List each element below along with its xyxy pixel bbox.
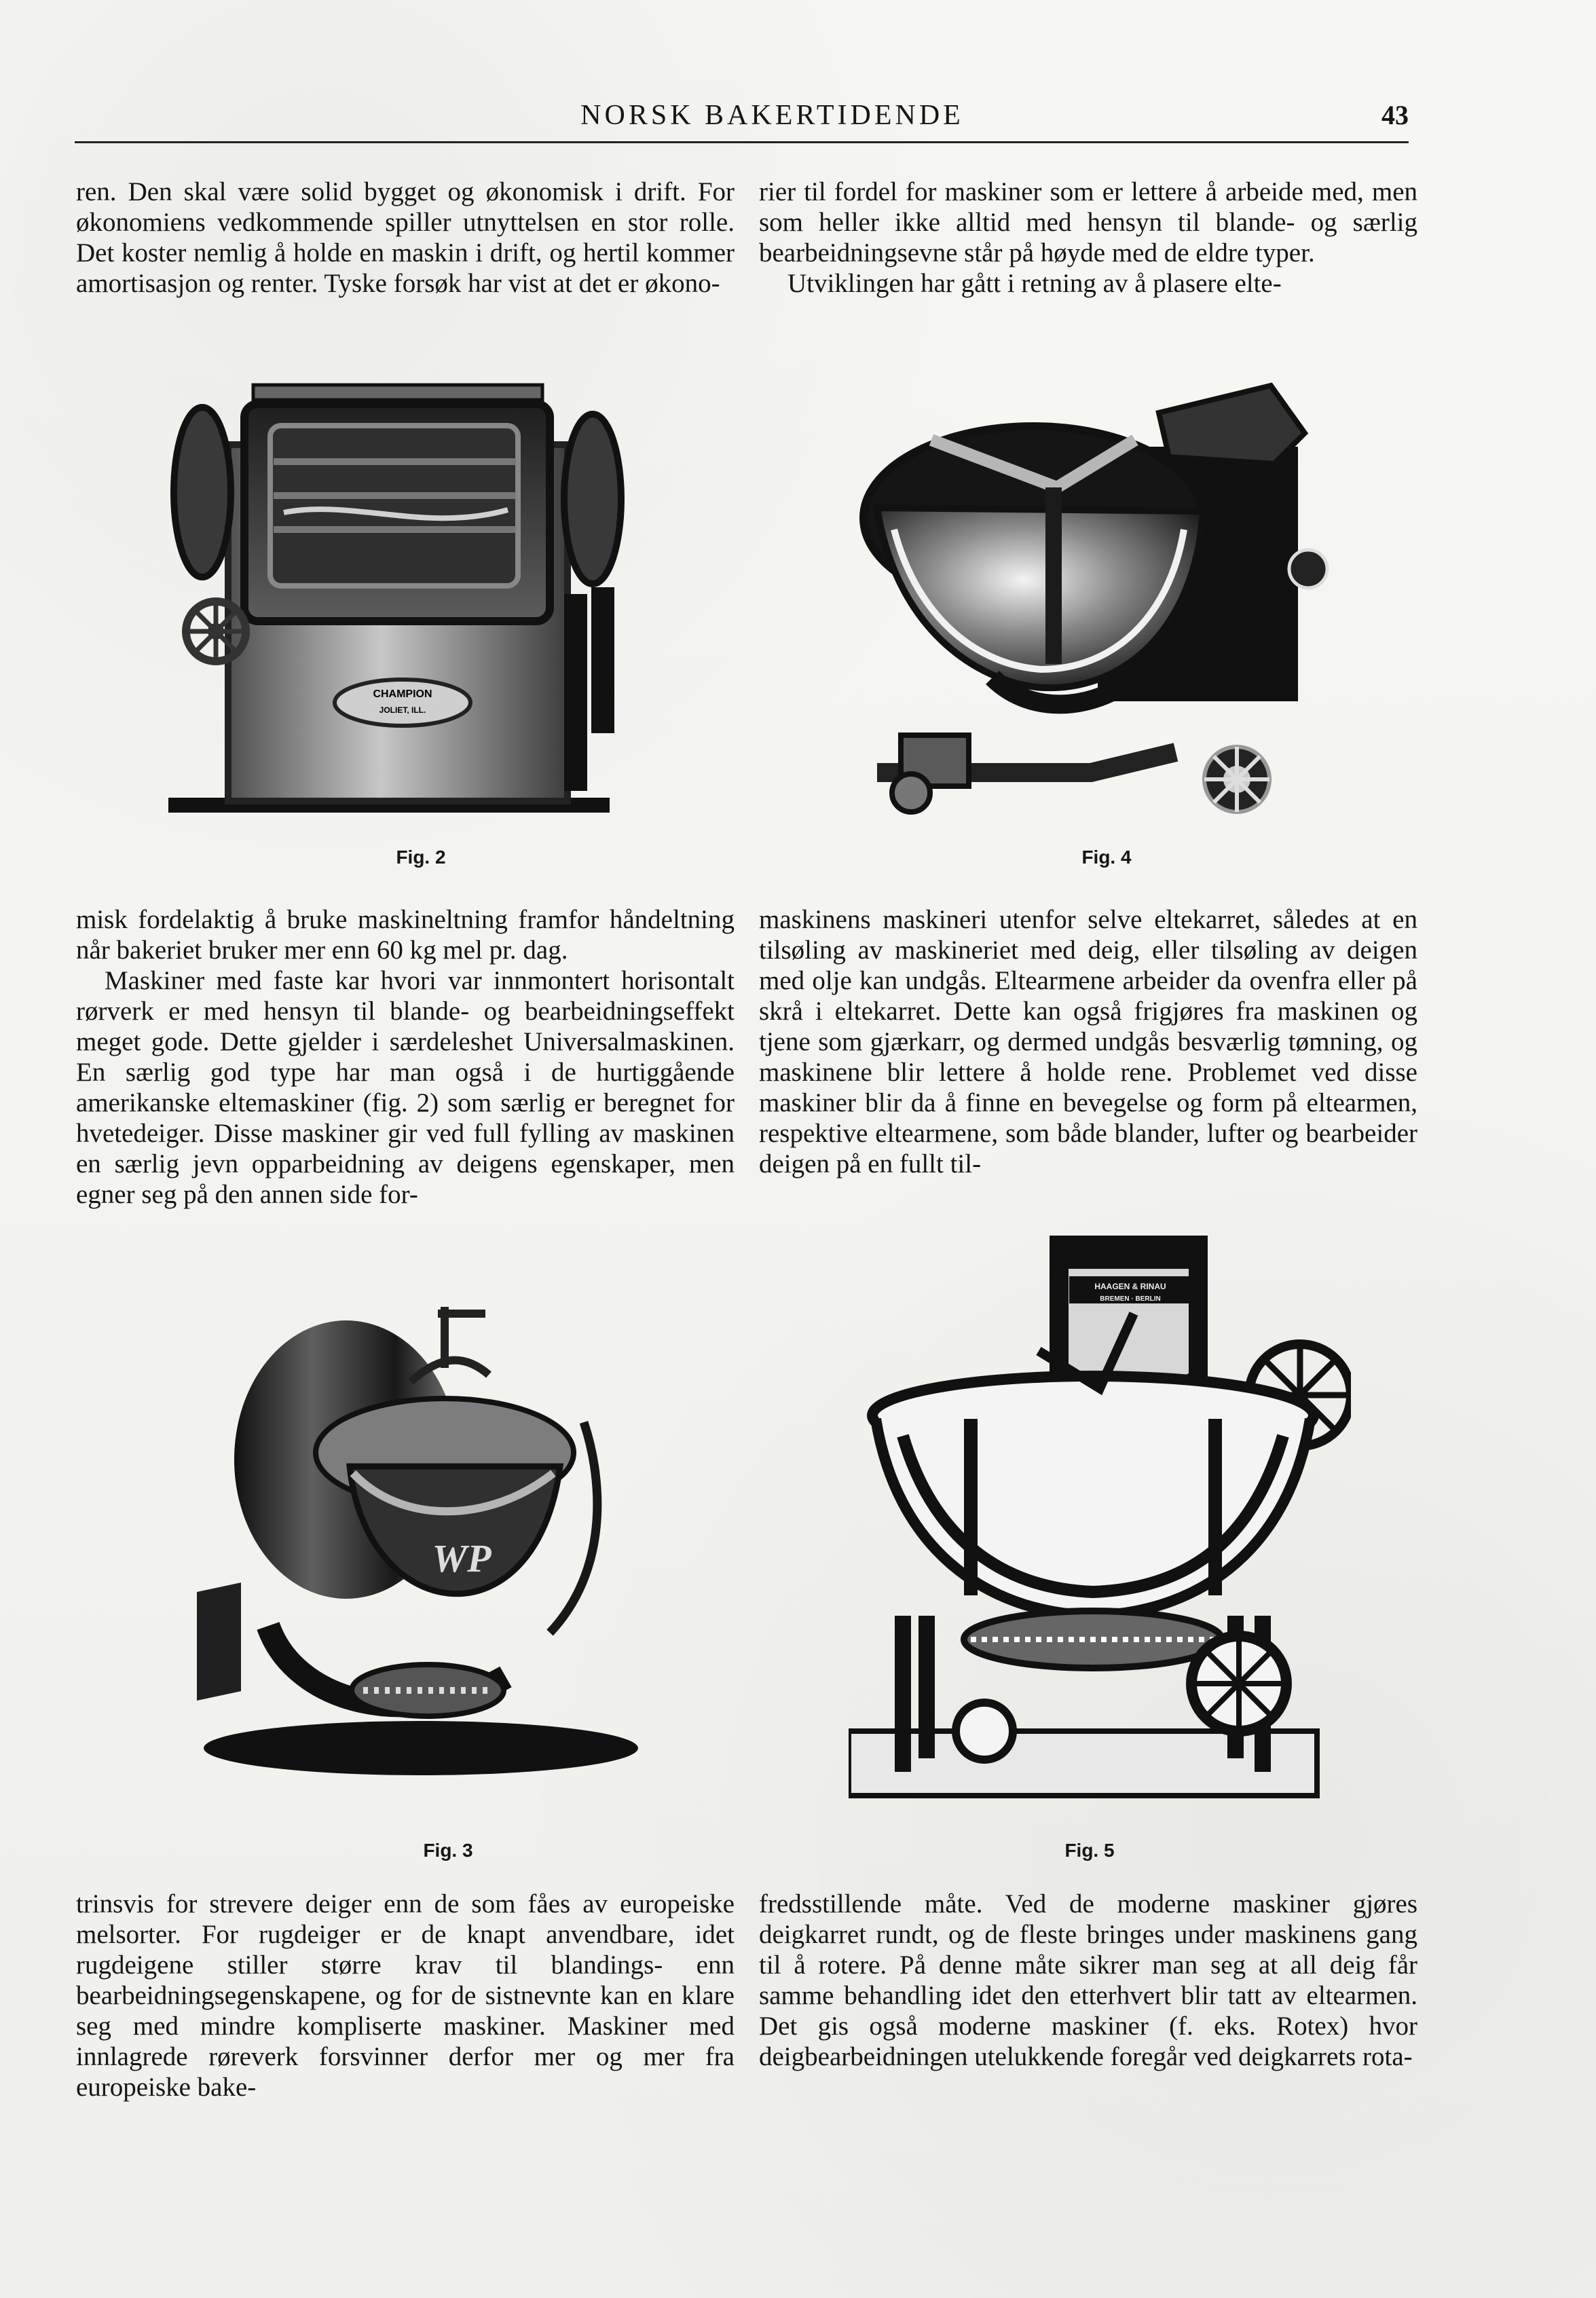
- left-middle-text: [76, 904, 735, 1210]
- right-bottom-text: [759, 1889, 1417, 2072]
- mixer-brand-line-1: HAAGEN & RINAU: [1094, 1282, 1166, 1291]
- left-bottom-text: [76, 1889, 735, 2102]
- paragraph: ren. Den skal være solid bygget og økonomisk i drift. For økonomiens vedkommende spiller utnyttelsen en stor rolle. Det koster nemlig å holde en maskin i drift, og hertil kommer amortisasjon og renter. Tyske forsøk har vist at det er økono-: [76, 177, 735, 298]
- paragraph: rier til fordel for maskiner som er lettere å arbeide med, men som heller ikke alltid med hensyn til blande- og særlig bearbeidningsevne står på høyde med de eldre typer.: [759, 177, 1417, 267]
- figure-4-bowl-mixer: [850, 372, 1339, 830]
- figure-3-caption: Fig. 3: [423, 1840, 473, 1861]
- page-header: [75, 99, 1409, 143]
- left-top-text: [76, 177, 735, 299]
- machine-plate-brand: CHAMPION: [373, 688, 432, 700]
- bowl-mixer-illustration: [850, 372, 1339, 830]
- figure-5-caption: Fig. 5: [1064, 1840, 1115, 1861]
- paragraph: maskinens maskineri utenfor selve eltekarret, således at en tilsøling av maskineriet med deig, eller tilsøling av deigen med olje kan undgås. Eltearmene arbeider da ovenfra eller på skrå i eltekarret. Dette kan også frigjøres fra maskinen og tjene som gjærkarr, og dermed undgås besværlig tømning, og maskinene blir lettere å holde rene. Problemet ved disse maskiner blir da å finne en bevegelse og form på eltearmen, respektive eltearmene, som både blander, lufter og bearbeider deigen på en fullt til-: [759, 905, 1417, 1179]
- figure-4-caption: Fig. 4: [1081, 847, 1132, 868]
- figure-3-wp-kneader: [197, 1307, 656, 1813]
- machine-plate-location: JOLIET, ILL.: [379, 705, 426, 715]
- page-number: 43: [1381, 100, 1409, 130]
- paragraph: misk fordelaktig å bruke maskineltning framfor håndeltning når bakeriet bruker mer enn 60 kg mel pr. dag.: [76, 905, 735, 965]
- figure-5-wheeled-mixer: [849, 1236, 1351, 1813]
- right-middle-text: [759, 904, 1417, 1179]
- mixer-brand-line-2: BREMEN · BERLIN: [1100, 1295, 1161, 1303]
- right-top-text: [759, 177, 1417, 299]
- publication-title: NORSK BAKERTIDENDE: [580, 100, 964, 131]
- wp-logo: WP: [432, 1536, 491, 1580]
- figure-2-dough-machine: [168, 356, 637, 835]
- paragraph: fredsstillende måte. Ved de moderne maskiner gjøres deigkarret rundt, og de fleste bringes under maskinens gang til å rotere. På denne måte sikrer man seg at all deig får samme behandling idet den etterhvert blir tatt av eltearmen. Det gis også moderne maskiner (f. eks. Rotex) hvor deigbearbeidningen utelukkende foregår ved deigkarrets rota-: [759, 1889, 1417, 2071]
- wheeled-mixer-illustration: [849, 1236, 1351, 1813]
- figure-2-caption: Fig. 2: [396, 847, 446, 868]
- champion-kneading-machine-illustration: [168, 356, 637, 835]
- paragraph: trinsvis for strevere deiger enn de som fåes av europeiske melsorter. For rugdeiger er de knapt anvendbare, idet rugdeigene stiller større krav til blandings- enn bearbeidningsegenskapene, og for de sistnevnte kan en klare seg med mindre kompliserte maskiner. Maskiner med innlagrede rørеverk forsvinner derfor mer og mer fra europeiske bake-: [76, 1889, 735, 2102]
- wp-kneader-illustration: [197, 1307, 656, 1813]
- paragraph: Utviklingen har gått i retning av å plasere elte-: [787, 269, 1282, 298]
- paragraph: Maskiner med faste kar hvori var innmontert horisontalt rørverk er med hensyn til blande- og bearbeidningseffekt meget gode. Dette gjelder i særdeleshet Universalmaskinen. En særlig god type har man også i de hurtiggående amerikanske eltemaskiner (fig. 2) som særlig er beregnet for hvetedeiger. Disse maskiner gir ved full fylling av maskinen en særlig jevn opparbeidning av deigens egenskaper, men egner seg på den annen side for-: [76, 966, 735, 1209]
